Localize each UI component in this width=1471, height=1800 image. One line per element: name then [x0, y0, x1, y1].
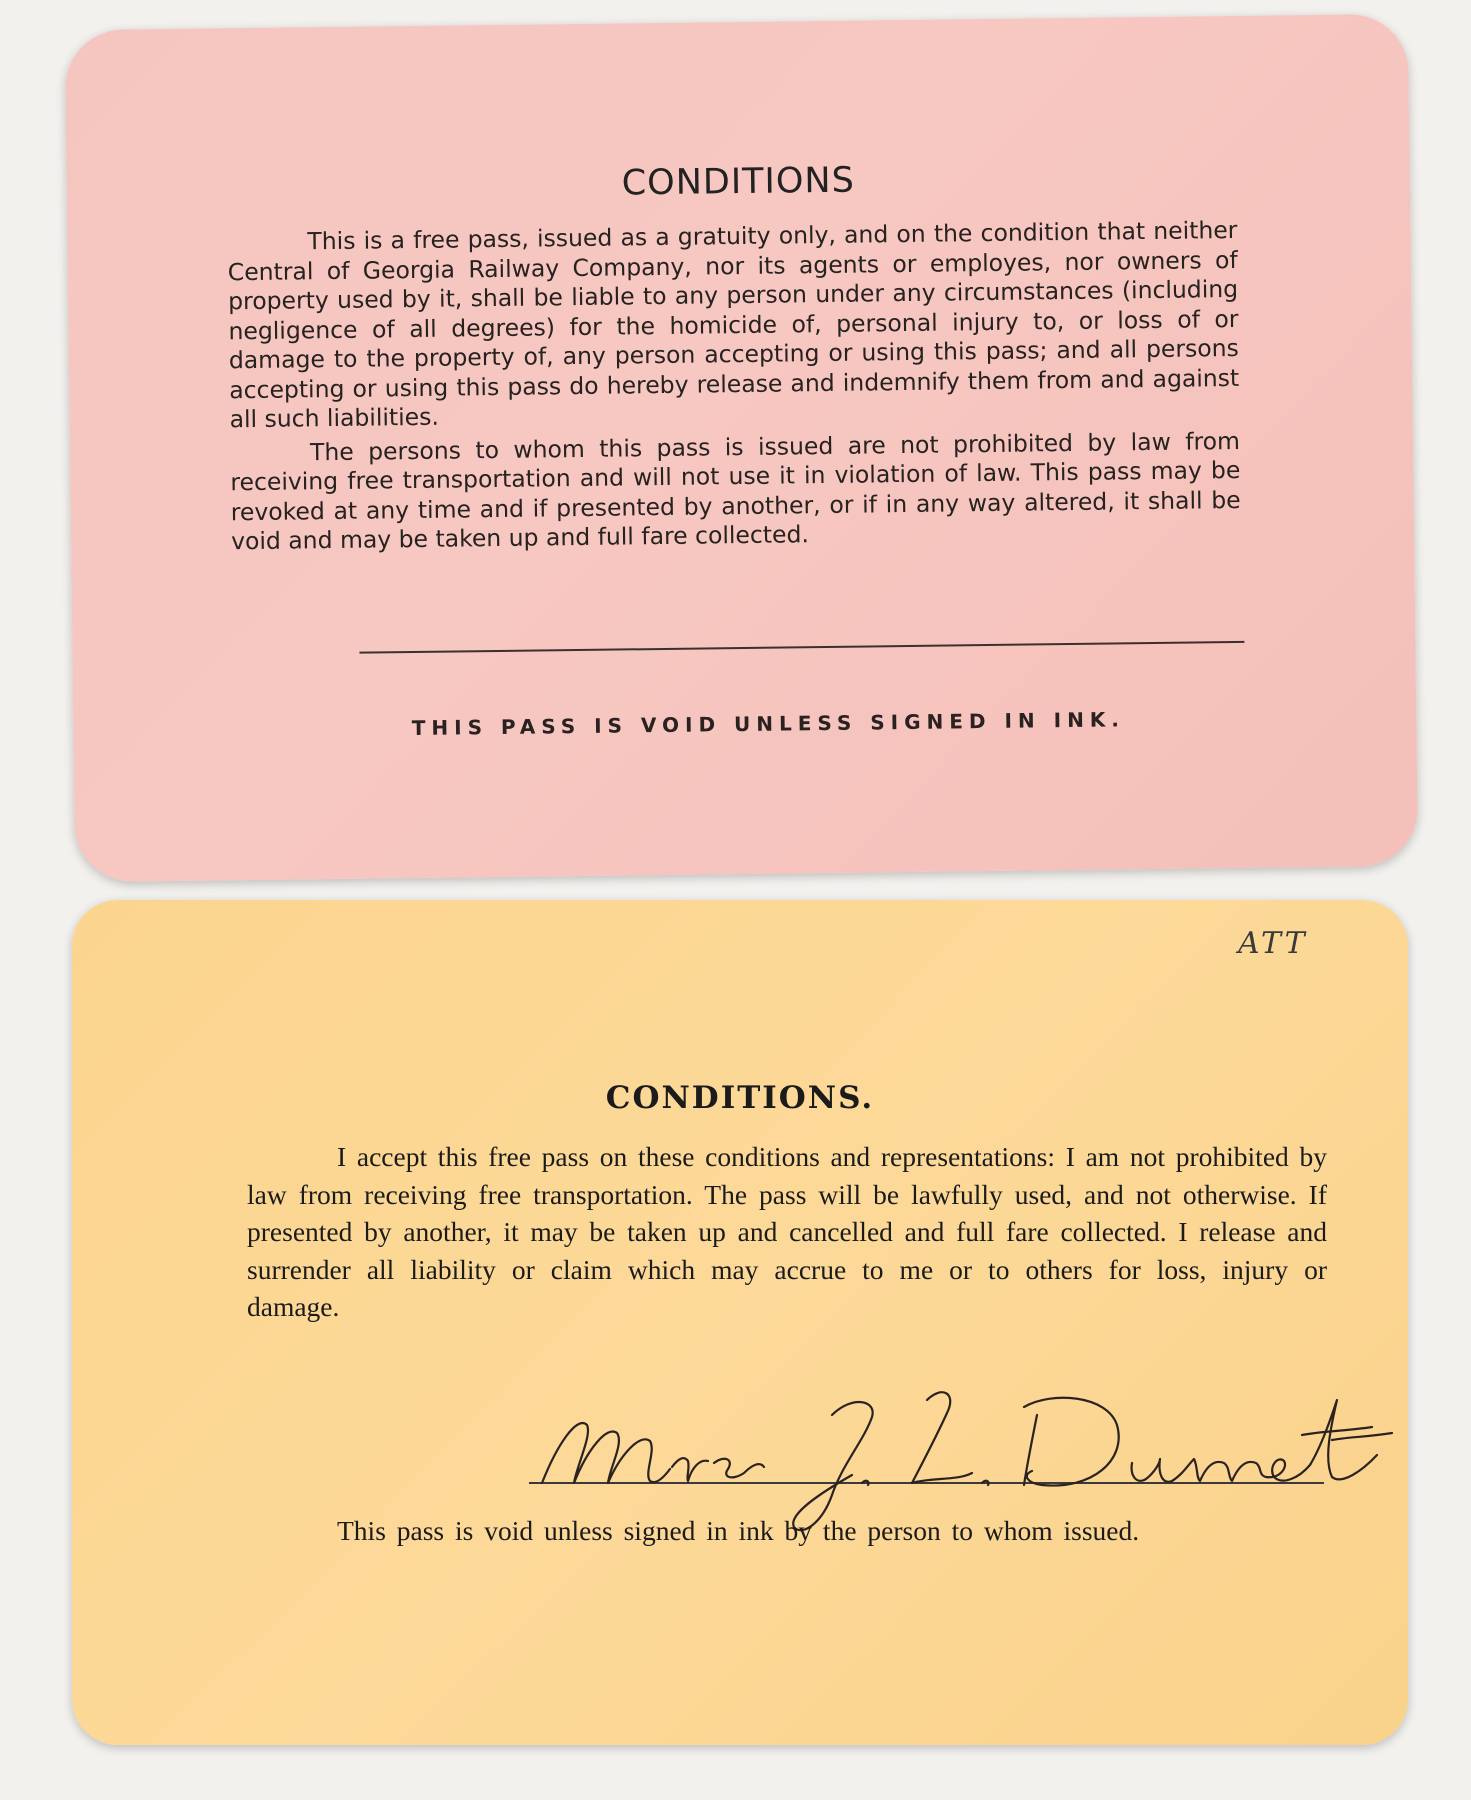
pink-card-signature-line: [359, 641, 1244, 654]
pink-card-title: CONDITIONS: [621, 160, 856, 204]
yellow-card-title: CONDITIONS.: [605, 1080, 875, 1116]
yellow-pass-card: [72, 900, 1408, 1745]
yellow-card-conditions: [247, 1138, 1327, 1326]
pink-card-void-notice: THIS PASS IS VOID UNLESS SIGNED IN INK.: [411, 707, 1126, 741]
pink-card-conditions: [227, 216, 1241, 561]
pink-card-paragraph-1: This is a free pass, issued as a gratuity only, and on the condition that neither Central of Georgia Railway Company, nor its agents or employes, nor owners of property used by it, shall be liable to any person under any circumstances (including negligence of all degrees) for the homicide of, personal injury to, or loss of or damage to the property of, any person accepting or using this pass; and all persons accepting or using this pass do hereby release and indemnify them from and against all such liabilities.: [227, 215, 1240, 434]
yellow-card-void-notice: [247, 1512, 1327, 1550]
yellow-card-paragraph-1: I accept this free pass on these conditions and representations: I am not prohibited by law from receiving free transportation. The pass will be lawfully used, and not otherwise. If presented by another, it may be taken up and cancelled and full fare collected. I release and surrender all liability or claim which may accrue to me or to others for loss, injury or damage.: [247, 1141, 1327, 1322]
pink-pass-card: [65, 14, 1418, 882]
corner-pencil-mark: ATT: [1238, 926, 1308, 961]
yellow-card-void-text: This pass is void unless signed in ink by the person to whom issued.: [337, 1515, 1140, 1546]
pink-card-paragraph-2: The persons to whom this pass is issued are not prohibited by law from receiving free transportation and will not use it in violation of law. This pass may be revoked at any time and if presented by another, or if in any way altered, it shall be void and may be taken up and full fare collected.: [230, 426, 1241, 556]
